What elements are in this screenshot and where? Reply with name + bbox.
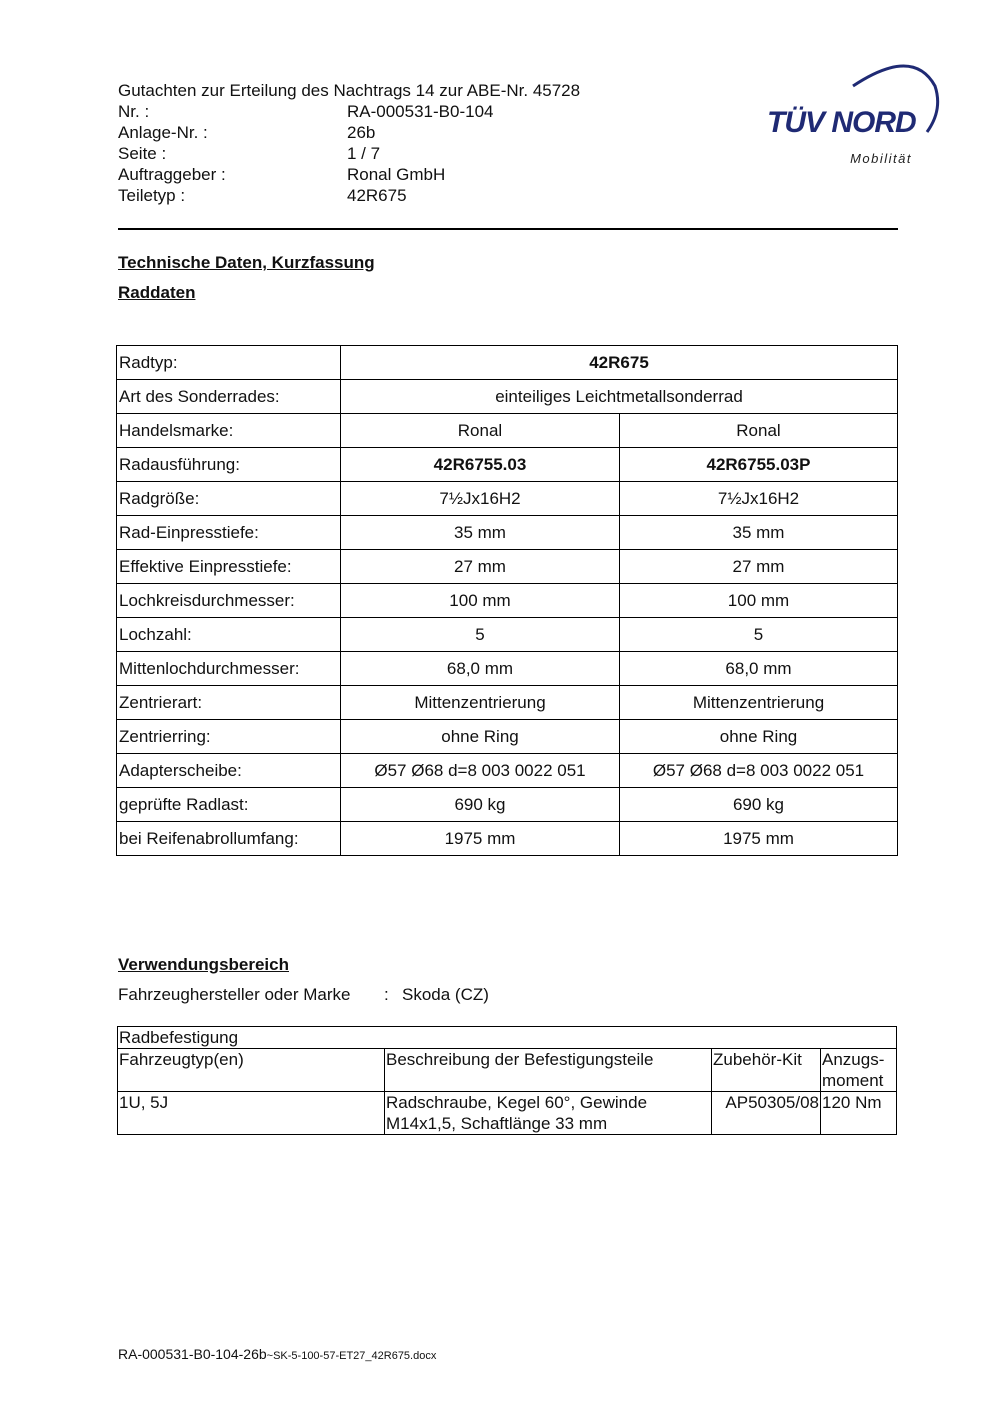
cell-value-2: 68,0 mm xyxy=(620,652,898,686)
table-row xyxy=(117,414,898,448)
table-row xyxy=(117,618,898,652)
table-row xyxy=(117,584,898,618)
row-label: Zentrierart: xyxy=(117,686,341,720)
field-label: Seite : xyxy=(118,144,167,163)
table-row xyxy=(117,822,898,856)
section-title-usage: Verwendungsbereich xyxy=(118,955,289,974)
table-row xyxy=(117,720,898,754)
section-title-wheel: Raddaten xyxy=(118,283,196,302)
row-label: Radausführung: xyxy=(117,448,341,482)
cell-value-1: 42R6755.03 xyxy=(341,448,620,482)
cell-value-1: Mittenzentrierung xyxy=(341,686,620,720)
torque-header-line: Anzugs- xyxy=(822,1050,885,1069)
table-row xyxy=(117,346,898,380)
cell-value-1: ohne Ring xyxy=(341,720,620,754)
logo-sub: Mobilität xyxy=(850,151,912,166)
table-row xyxy=(117,448,898,482)
field-label: Teiletyp : xyxy=(118,186,186,205)
field-value: RA-000531-B0-104 xyxy=(347,102,494,121)
field-label: Auftraggeber : xyxy=(118,165,226,184)
header-cell: Zubehör-Kit xyxy=(712,1049,821,1092)
cell-value-1: 690 kg xyxy=(341,788,620,822)
header-rule xyxy=(118,228,898,230)
cell-value-1: 68,0 mm xyxy=(341,652,620,686)
cell-value-1: 5 xyxy=(341,618,620,652)
tuv-nord-logo xyxy=(763,58,943,168)
cell-value-2: 5 xyxy=(620,618,898,652)
cell-value-1: 100 mm xyxy=(341,584,620,618)
table-row xyxy=(118,1027,897,1049)
field-label: Anlage-Nr. : xyxy=(118,123,208,142)
radtyp-value: 42R675 xyxy=(341,346,898,380)
table-row xyxy=(117,652,898,686)
row-label: Adapterscheibe: xyxy=(117,754,341,788)
field-value: 26b xyxy=(347,123,376,142)
cell-value-1: 27 mm xyxy=(341,550,620,584)
table-row xyxy=(117,482,898,516)
maker-line xyxy=(118,984,489,1005)
cell-value-2: ohne Ring xyxy=(620,720,898,754)
header-cell: Fahrzeugtyp(en) xyxy=(118,1049,385,1092)
row-label: Rad-Einpresstiefe: xyxy=(117,516,341,550)
fixing-table xyxy=(117,1026,897,1135)
maker-label: Fahrzeughersteller oder Marke xyxy=(118,985,351,1004)
table-header-row xyxy=(118,1049,897,1092)
cell-value-2: 100 mm xyxy=(620,584,898,618)
cell-value-2: Mittenzentrierung xyxy=(620,686,898,720)
cell-value-1: Ø57 Ø68 d=8 003 0022 051 xyxy=(341,754,620,788)
wheel-data-table xyxy=(116,345,898,856)
cell-value-1: Ronal xyxy=(341,414,620,448)
row-label: bei Reifenabrollumfang: xyxy=(117,822,341,856)
fixing-title: Radbefestigung xyxy=(118,1027,897,1049)
table-row xyxy=(117,380,898,414)
row-label: Effektive Einpresstiefe: xyxy=(117,550,341,584)
row-label: Zentrierring: xyxy=(117,720,341,754)
cell-value-2: 7½Jx16H2 xyxy=(620,482,898,516)
desc-cell xyxy=(385,1092,712,1135)
torque-cell: 120 Nm xyxy=(821,1092,897,1135)
table-row xyxy=(117,516,898,550)
logo-brand: TÜV NORD xyxy=(767,106,916,139)
header-cell-torque xyxy=(821,1049,897,1092)
field-value: 1 / 7 xyxy=(347,144,381,163)
cell-value-2: Ø57 Ø68 d=8 003 0022 051 xyxy=(620,754,898,788)
row-label: Lochkreisdurchmesser: xyxy=(117,584,341,618)
row-label: Handelsmarke: xyxy=(117,414,341,448)
table-row xyxy=(117,550,898,584)
table-row xyxy=(117,754,898,788)
row-label: Mittenlochdurchmesser: xyxy=(117,652,341,686)
table-row xyxy=(118,1092,897,1135)
cell-value-2: 35 mm xyxy=(620,516,898,550)
cell-value-2: 42R6755.03P xyxy=(620,448,898,482)
cell-value-1: 1975 mm xyxy=(341,822,620,856)
footer xyxy=(118,1346,436,1362)
header-cell: Beschreibung der Befestigungsteile xyxy=(385,1049,712,1092)
maker-value: Skoda (CZ) xyxy=(402,985,489,1004)
row-label: Radgröße: xyxy=(117,482,341,516)
footer-file: ~SK-5-100-57-ET27_42R675.docx xyxy=(266,1350,437,1362)
kit-cell: AP50305/08 xyxy=(712,1092,821,1135)
cell-value-2: 1975 mm xyxy=(620,822,898,856)
types-cell: 1U, 5J xyxy=(118,1092,385,1135)
desc-line: M14x1,5, Schaftlänge 33 mm xyxy=(386,1114,608,1133)
cell-value-2: Ronal xyxy=(620,414,898,448)
field-value: 42R675 xyxy=(347,186,407,205)
desc-line: Radschraube, Kegel 60°, Gewinde xyxy=(386,1093,648,1112)
maker-colon: : xyxy=(384,985,389,1004)
art-value: einteiliges Leichtmetallsonderrad xyxy=(341,380,898,414)
field-value: Ronal GmbH xyxy=(347,165,446,184)
field-label: Nr. : xyxy=(118,102,150,121)
document-title: Gutachten zur Erteilung des Nachtrags 14 zur ABE-Nr. 45728 xyxy=(118,81,581,100)
row-label: Radtyp: xyxy=(117,346,341,380)
footer-doc-id: RA-000531-B0-104-26b xyxy=(118,1346,267,1362)
row-label: geprüfte Radlast: xyxy=(117,788,341,822)
table-row xyxy=(117,686,898,720)
row-label: Lochzahl: xyxy=(117,618,341,652)
cell-value-2: 690 kg xyxy=(620,788,898,822)
cell-value-2: 27 mm xyxy=(620,550,898,584)
row-label: Art des Sonderrades: xyxy=(117,380,341,414)
table-row xyxy=(117,788,898,822)
cell-value-1: 7½Jx16H2 xyxy=(341,482,620,516)
section-title-tech: Technische Daten, Kurzfassung xyxy=(118,253,375,272)
torque-header-line: moment xyxy=(822,1071,884,1090)
cell-value-1: 35 mm xyxy=(341,516,620,550)
